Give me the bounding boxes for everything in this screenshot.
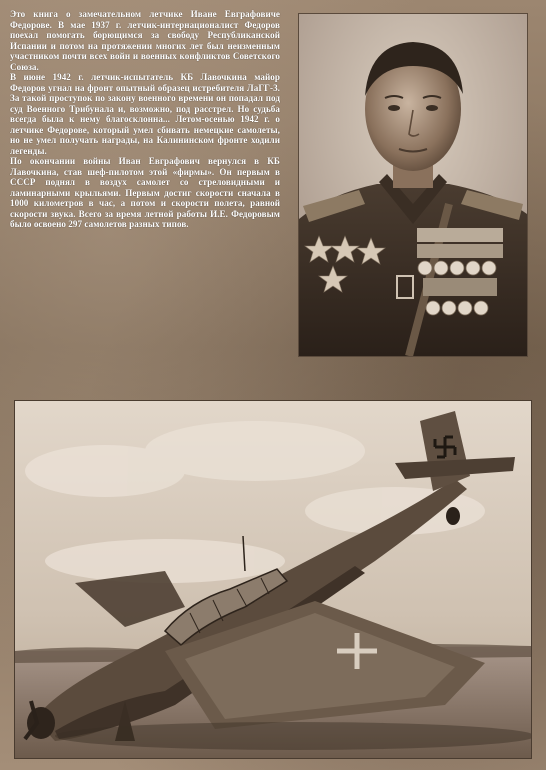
paragraph-1: Это книга о замечательном летчике Иване Евграфовиче Федорове. В мае 1937 г. летчик-интернационалист Федоров поехал помогать борющимся за свободу Республиканской Испании и потом на протяжении многих лет был неизменным участником почти всех войн и военных конфликтов Советского Союза. <box>10 9 280 72</box>
aircraft-image <box>15 401 531 758</box>
portrait-image <box>299 14 527 356</box>
pilot-portrait-photo <box>298 13 528 357</box>
crashed-aircraft-photo <box>14 400 532 759</box>
annotation-text <box>10 9 280 375</box>
paragraph-3: По окончании войны Иван Евграфович вернулся в КБ Лавочкина, став шеф-пилотом этой «фирмы». Он первым в СССР поднял в воздух самолет со стреловидными и ламинарными крыльями. Первым достиг скорости сначала в 1000 километров в час, а потом и скорости полета, равной скорости звука. Всего за время летной работы И.Е. Федоровым было освоено 297 самолетов разных типов. <box>10 156 280 229</box>
paragraph-2: В июне 1942 г. летчик-испытатель КБ Лавочкина майор Федоров угнал на фронт опытный образец истребителя ЛаГГ-3. За такой проступок по закону военного времени он попадал под суд Военного Трибунала и, возможно, под расстрел. Но судьба всегда была к нему благосклонна... Летом-осенью 1942 г. о летчике Федорове, который умел сбивать немецкие самолеты, но не умел получать награды, на Калининском фронте ходили легенды. <box>10 72 280 156</box>
